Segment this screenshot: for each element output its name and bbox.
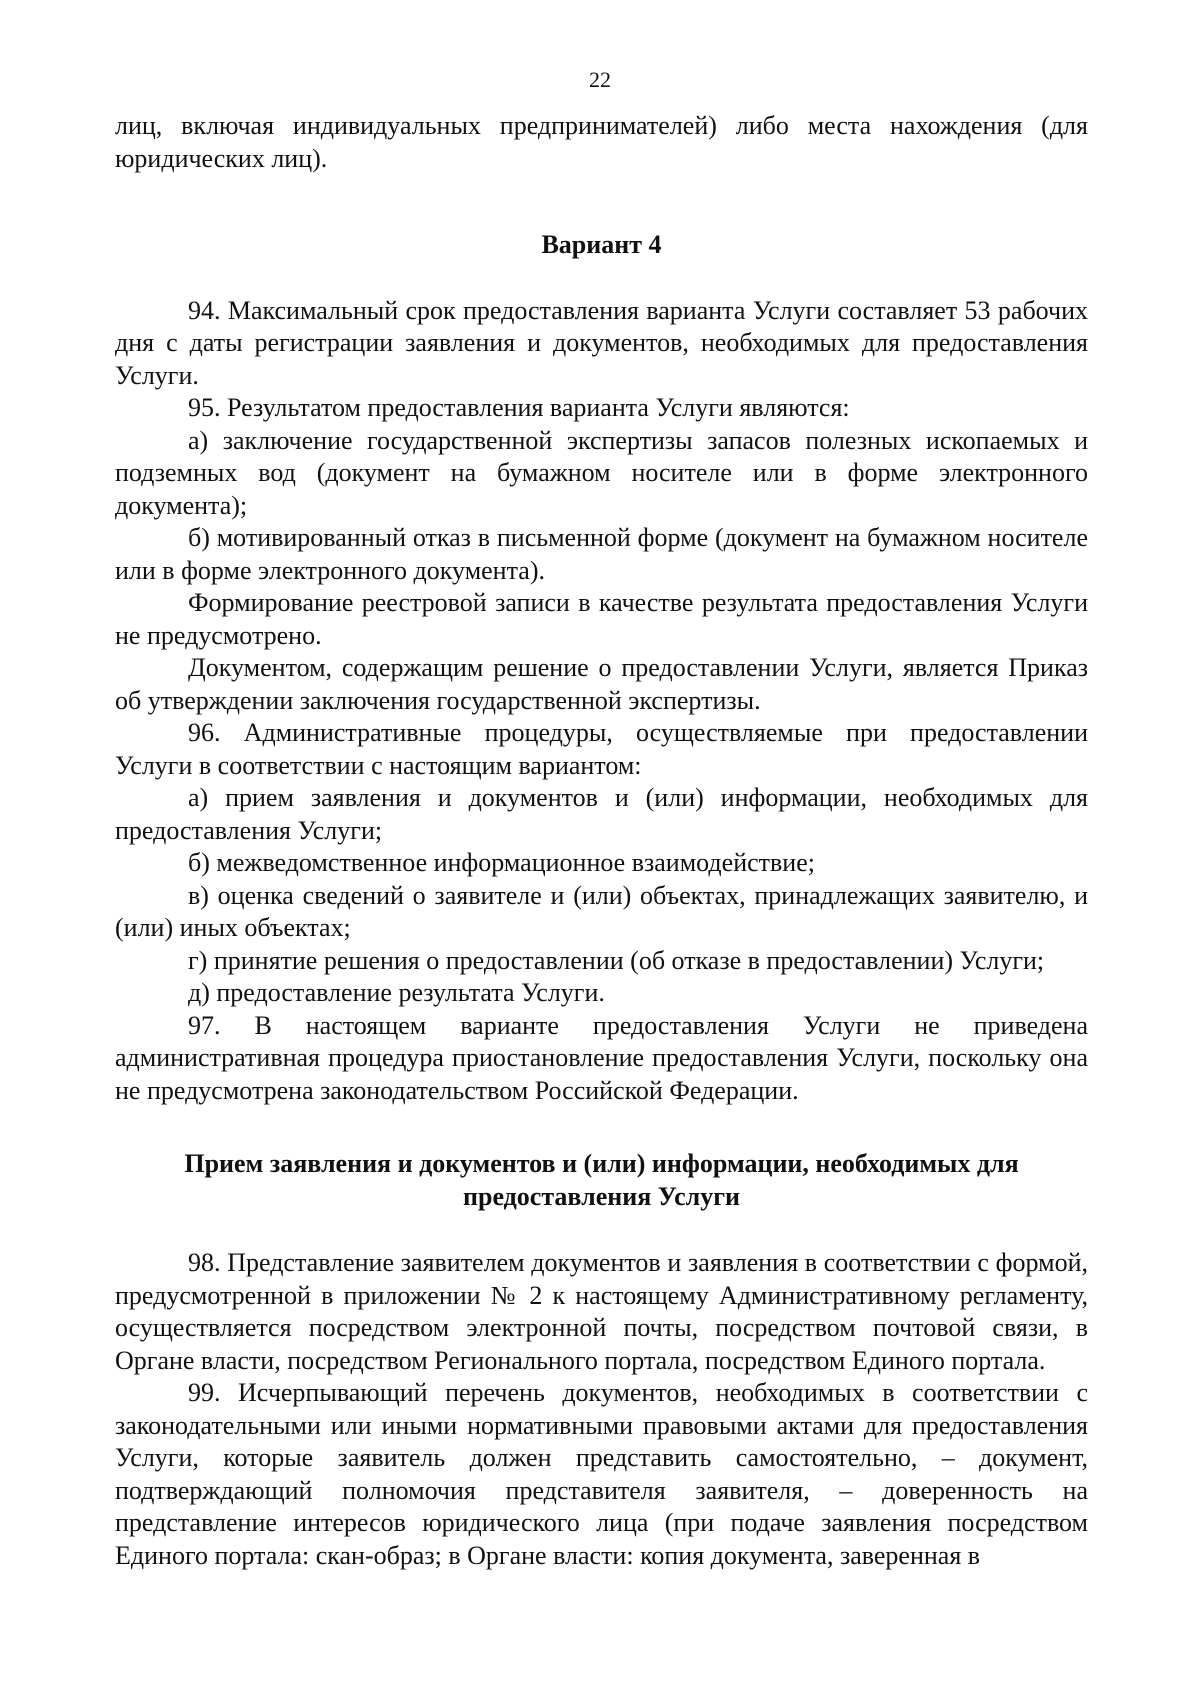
- page-number: 22: [589, 67, 611, 92]
- paragraph-95: 95. Результатом предоставления варианта Услуги являются:: [188, 393, 850, 422]
- document-body: [115, 110, 1088, 1572]
- section-heading: [115, 1148, 1088, 1213]
- section-heading-line-2: предоставления Услуги: [463, 1181, 740, 1211]
- paragraph-96-item-b: б) межведомственное информационное взаимодействие;: [188, 848, 815, 877]
- paragraph-94: 94. Максимальный срок предоставления варианта Услуги составляет 53 рабочих дня с даты регистрации заявления и документов, необходимых для предоставления Услуги.: [115, 295, 1088, 390]
- paragraph-decision-document: Документом, содержащим решение о предоставлении Услуги, является Приказ об утверждении заключения государственной экспертизы.: [115, 653, 1088, 715]
- paragraph-95-item-b: б) мотивированный отказ в письменной форме (документ на бумажном носителе или в форме электронного документа).: [115, 523, 1088, 585]
- paragraph-95-item-a: а) заключение государственной экспертизы запасов полезных ископаемых и подземных вод (документ на бумажном носителе или в форме электронного документа);: [115, 425, 1088, 520]
- variant-heading: Вариант 4: [541, 230, 662, 259]
- paragraph-96-item-a: а) прием заявления и документов и (или) информации, необходимых для предоставления Услуги;: [115, 783, 1088, 845]
- paragraph-96-item-g: г) принятие решения о предоставлении (об отказе в предоставлении) Услуги;: [188, 945, 1045, 975]
- paragraph-99: 99. Исчерпывающий перечень документов, необходимых в соответствии с законодательными или иными нормативными правовыми актами для предоставления Услуги, которые заявитель должен представить самостоятельно, – документ, подтверждающий полномочия представителя заявителя, – доверенность на представление интересов юридического лица (при подаче заявления посредством Единого портала: скан-образ; в Органе власти: копия документа, заверенная в: [115, 1378, 1088, 1570]
- paragraph-96-item-v: в) оценка сведений о заявителе и (или) объектах, принадлежащих заявителю, и (или) иных объектах;: [115, 880, 1088, 942]
- paragraph-98: 98. Представление заявителем документов и заявления в соответствии с формой, предусмотренной в приложении № 2 к настоящему Административному регламенту, осуществляется посредством электронной почты, посредством почтовой связи, в Органе власти, посредством Регионального портала, посредством Единого портала.: [115, 1248, 1088, 1375]
- intro-paragraph: лиц, включая индивидуальных предпринимателей) либо места нахождения (для юридических лиц).: [115, 111, 1088, 173]
- paragraph-registry-record: Формирование реестровой записи в качестве результата предоставления Услуги не предусмотрено.: [115, 588, 1088, 650]
- section-heading-line-1: Прием заявления и документов и (или) информации, необходимых для: [184, 1149, 1019, 1178]
- paragraph-96: 96. Административные процедуры, осуществляемые при предоставлении Услуги в соответствии с настоящим вариантом:: [115, 718, 1088, 780]
- paragraph-96-item-d: д) предоставление результата Услуги.: [188, 978, 605, 1007]
- paragraph-97: 97. В настоящем варианте предоставления Услуги не приведена административная процедура приостановление предоставления Услуги, поскольку она не предусмотрена законодательством Российской Федерации.: [115, 1010, 1088, 1105]
